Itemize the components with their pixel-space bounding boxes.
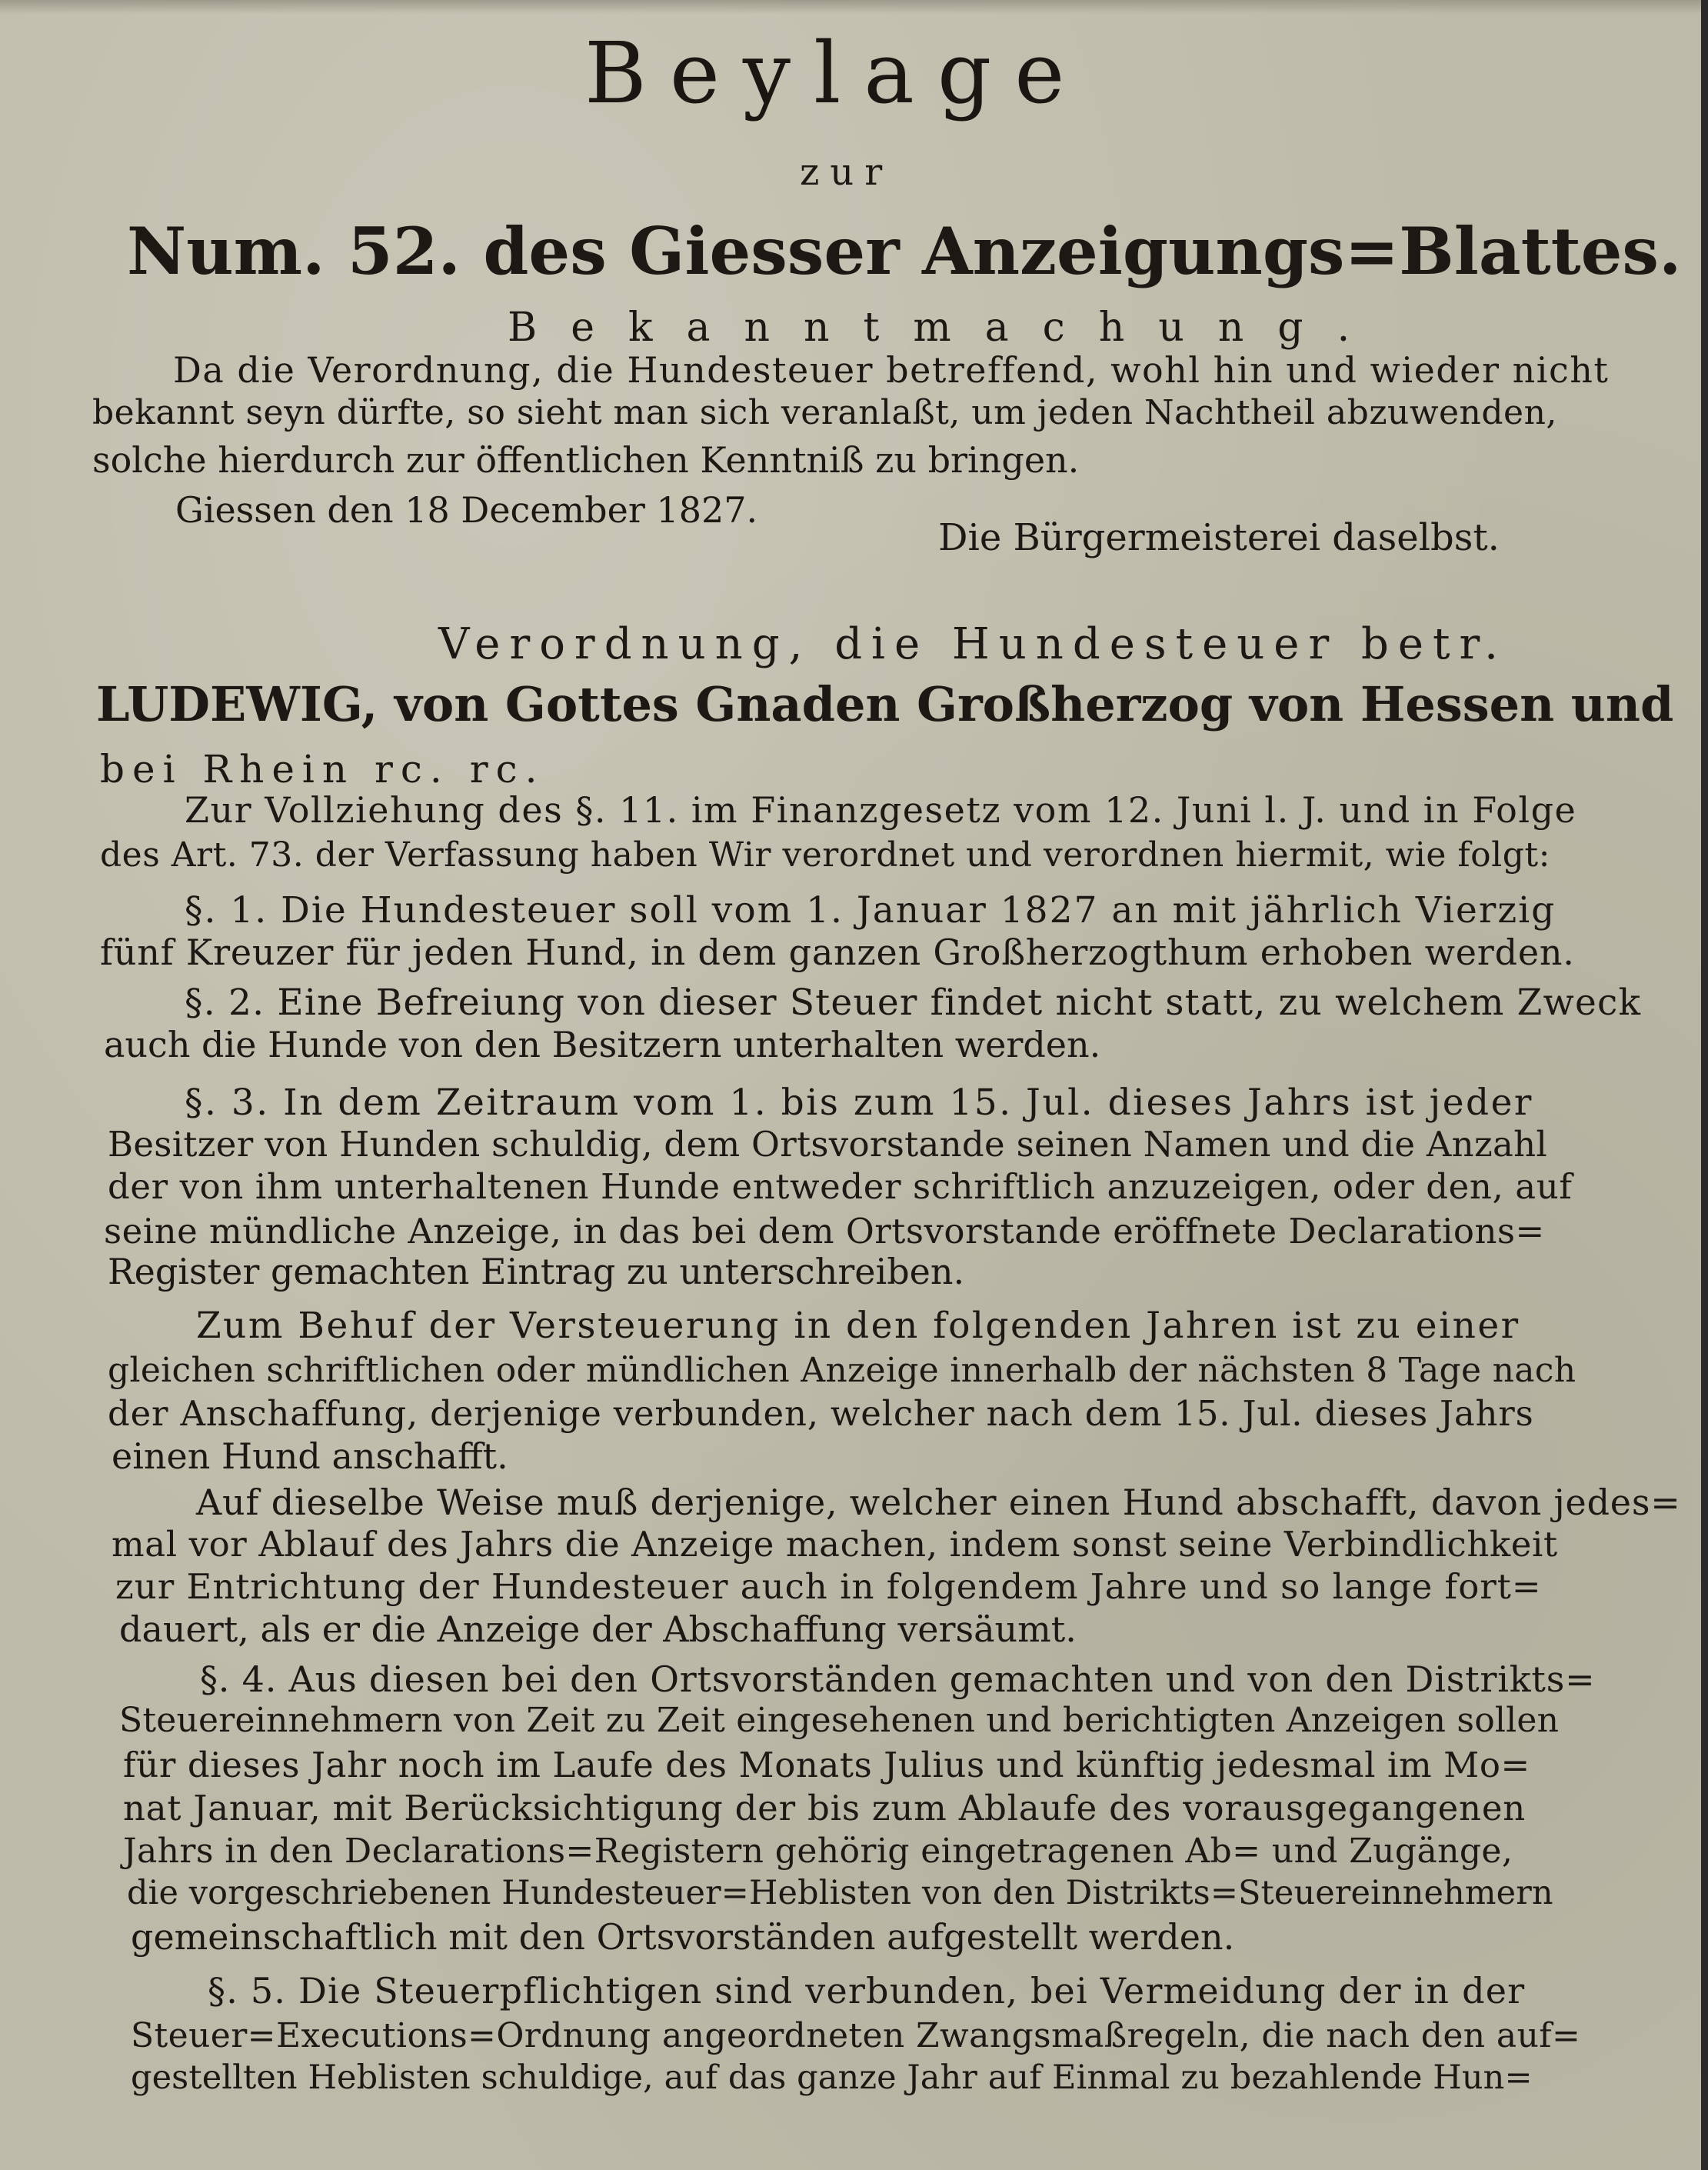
scan-border <box>1701 0 1708 2170</box>
ordinance-line: Zur Vollziehung des §. 11. im Finanzgesetz vom 12. Juni l. J. und in Folge <box>185 789 1577 831</box>
ordinance-line: Steuereinnehmern von Zeit zu Zeit eingesehenen und berichtigten Anzeigen sollen <box>119 1701 1560 1740</box>
paragraph-3: §. 3. In dem Zeitraum vom 1. bis zum 15. Jul. dieses Jahrs ist jeder <box>185 1082 1533 1124</box>
paragraph-4: §. 4. Aus diesen bei den Ortsvorständen gemachten und von den Distrikts= <box>200 1658 1596 1700</box>
page-top-edge <box>0 0 1701 14</box>
announcement-line: solche hierdurch zur öffentlichen Kenntniß zu bringen. <box>92 439 1080 481</box>
announcement-heading: Bekanntmachung. <box>508 305 1384 351</box>
ordinance-line: der Anschaffung, derjenige verbunden, welcher nach dem 15. Jul. dieses Jahrs <box>108 1393 1534 1434</box>
page-title: Beylage <box>584 24 1088 122</box>
ordinance-line: einen Hund anschafft. <box>112 1435 508 1477</box>
announcement-line: bekannt seyn dürfte, so sieht man sich veranlaßt, um jeden Nachtheil abzuwenden, <box>92 393 1557 432</box>
ordinance-line: seine mündliche Anzeige, in das bei dem Ortsvorstande eröffnete Declarations= <box>104 1211 1545 1252</box>
announcement-signature: Die Bürgermeisterei daselbst. <box>938 516 1500 559</box>
paragraph-5: §. 5. Die Steuerpflichtigen sind verbunden, bei Vermeidung der in der <box>208 1970 1526 2012</box>
ordinance-line: der von ihm unterhaltenen Hunde entweder schriftlich anzuzeigen, oder den, auf <box>108 1166 1573 1207</box>
ordinance-line: gemeinschaftlich mit den Ortsvorständen aufgestellt werden. <box>131 1916 1235 1958</box>
ordinance-line: auch die Hunde von den Besitzern unterhalten werden. <box>104 1024 1101 1065</box>
ordinance-line: Zum Behuf der Versteuerung in den folgenden Jahren ist zu einer <box>196 1305 1520 1347</box>
announcement-date: Giessen den 18 December 1827. <box>175 489 758 531</box>
ordinance-line: für dieses Jahr noch im Laufe des Monats Julius und künftig jedesmal im Mo= <box>123 1745 1530 1785</box>
title-zur: zur <box>800 151 894 194</box>
ordinance-heading: Verordnung, die Hundesteuer betr. <box>438 619 1507 669</box>
issue-title: Num. 52. des Giesser Anzeigungs=Blattes. <box>127 213 1682 289</box>
ordinance-line: fünf Kreuzer für jeden Hund, in dem ganzen Großherzogthum erhoben werden. <box>100 932 1575 973</box>
ordinance-line: dauert, als er die Anzeige der Abschaffung versäumt. <box>119 1608 1077 1650</box>
ordinance-line: Auf dieselbe Weise muß derjenige, welcher einen Hund abschafft, davon jedes= <box>196 1482 1681 1523</box>
paragraph-1: §. 1. Die Hundesteuer soll vom 1. Januar 1827 an mit jährlich Vierzig <box>185 889 1557 932</box>
ordinance-line: Jahrs in den Declarations=Registern gehörig eingetragenen Ab= und Zugänge, <box>123 1832 1513 1871</box>
ordinance-line: nat Januar, mit Berücksichtigung der bis zum Ablaufe des vorausgegangenen <box>123 1788 1527 1828</box>
ordinance-issuer-cont: bei Rhein rc. rc. <box>100 747 545 792</box>
ordinance-line: Register gemachten Eintrag zu unterschreiben. <box>108 1251 965 1292</box>
ordinance-line: die vorgeschriebenen Hundesteuer=Heblisten von den Distrikts=Steuereinnehmern <box>127 1874 1553 1912</box>
ordinance-line: gestellten Heblisten schuldige, auf das ganze Jahr auf Einmal zu bezahlende Hun= <box>131 2058 1533 2097</box>
announcement-line: Da die Verordnung, die Hundesteuer betreffend, wohl hin und wieder nicht <box>173 349 1610 391</box>
ordinance-issuer: LUDEWIG, von Gottes Gnaden Großherzog von Hessen und <box>96 676 1674 732</box>
paragraph-2: §. 2. Eine Befreiung von dieser Steuer findet nicht statt, zu welchem Zweck <box>185 982 1642 1024</box>
ordinance-line: Besitzer von Hunden schuldig, dem Ortsvorstande seinen Namen und die Anzahl <box>108 1124 1548 1165</box>
ordinance-line: zur Entrichtung der Hundesteuer auch in folgendem Jahre und so lange fort= <box>115 1566 1542 1607</box>
ordinance-line: des Art. 73. der Verfassung haben Wir verordnet und verordnen hiermit, wie folgt: <box>100 835 1550 875</box>
ordinance-line: gleichen schriftlichen oder mündlichen Anzeige innerhalb der nächsten 8 Tage nach <box>108 1351 1576 1390</box>
ordinance-line: mal vor Ablauf des Jahrs die Anzeige machen, indem sonst seine Verbindlichkeit <box>112 1524 1558 1565</box>
ordinance-line: Steuer=Executions=Ordnung angeordneten Zwangsmaßregeln, die nach den auf= <box>131 2016 1581 2055</box>
